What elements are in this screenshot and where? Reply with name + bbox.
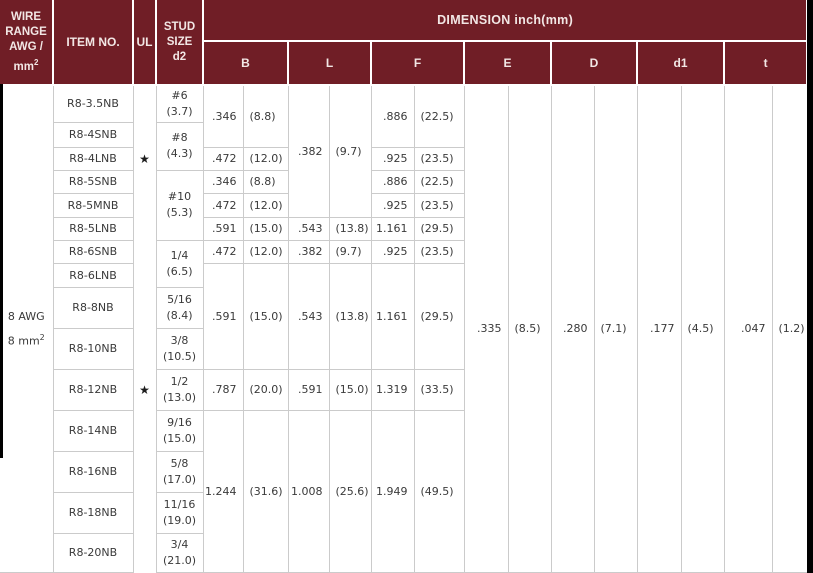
ul-cell: [133, 410, 156, 572]
b-inch-cell: .472: [203, 193, 243, 217]
b-mm-cell: (12.0): [243, 240, 288, 263]
item-cell: R8-10NB: [53, 328, 133, 369]
item-cell: R8-16NB: [53, 451, 133, 492]
header-col-e: E: [464, 41, 551, 85]
wire-range-cell: 8 AWG 8 $mm^2$: [0, 85, 53, 572]
b-mm-cell: (31.6): [243, 410, 288, 572]
table-row: [0, 85, 807, 122]
header-col-d: D: [551, 41, 637, 85]
header-stud-size-line: SIZE: [166, 35, 193, 48]
l-mm-cell: (13.8): [329, 217, 371, 240]
item-cell: R8-6SNB: [53, 240, 133, 263]
b-inch-cell: .346: [203, 170, 243, 193]
stud-size-cell: 1/2 (13.0): [156, 369, 203, 410]
b-mm-cell: (12.0): [243, 193, 288, 217]
l-inch-cell: .591: [288, 369, 329, 410]
header-dimension: DIMENSION inch(mm): [203, 0, 807, 41]
e-mm-cell: (8.5): [508, 85, 551, 572]
d-inch-cell: .280: [551, 85, 594, 572]
stud-size-cell: 3/4 (21.0): [156, 533, 203, 572]
d1-inch-cell: .177: [637, 85, 681, 572]
f-inch-cell: .886: [371, 170, 414, 193]
b-mm-cell: (20.0): [243, 369, 288, 410]
stud-size-cell: 9/16 (15.0): [156, 410, 203, 451]
b-inch-cell: .787: [203, 369, 243, 410]
f-mm-cell: (33.5): [414, 369, 464, 410]
d-mm-cell: (7.1): [594, 85, 637, 572]
b-mm-cell: (8.8): [243, 170, 288, 193]
header-wire-range-line: $mm^2$: [13, 57, 39, 73]
header-item-no: ITEM NO.: [53, 0, 133, 85]
stud-size-cell: 5/16 (8.4): [156, 287, 203, 328]
ul-star-cell: ★: [133, 147, 156, 170]
b-inch-cell: .591: [203, 263, 243, 369]
l-inch-cell: .543: [288, 263, 329, 369]
f-inch-cell: 1.161: [371, 217, 414, 240]
f-mm-cell: (22.5): [414, 85, 464, 147]
header-col-l: L: [288, 41, 371, 85]
l-inch-cell: .543: [288, 217, 329, 240]
item-cell: R8-14NB: [53, 410, 133, 451]
stud-size-cell: 5/8 (17.0): [156, 451, 203, 492]
header-stud-size-line: STUD: [163, 20, 196, 33]
item-cell: R8-12NB: [53, 369, 133, 410]
f-mm-cell: (23.5): [414, 193, 464, 217]
t-inch-cell: .047: [724, 85, 772, 572]
item-cell: R8-18NB: [53, 492, 133, 533]
header-col-t: t: [724, 41, 807, 85]
stud-size-cell: 11/16 (19.0): [156, 492, 203, 533]
header-wire-range-line: AWG /: [9, 40, 43, 53]
b-inch-cell: .472: [203, 240, 243, 263]
ul-star-cell: ★: [133, 369, 156, 410]
stud-size-cell: 3/8 (10.5): [156, 328, 203, 369]
l-mm-cell: (13.8): [329, 263, 371, 369]
l-mm-cell: (9.7): [329, 85, 371, 217]
f-mm-cell: (22.5): [414, 170, 464, 193]
table-header-row: [0, 0, 807, 41]
e-inch-cell: .335: [464, 85, 508, 572]
item-cell: R8-5MNB: [53, 193, 133, 217]
item-cell: R8-3.5NB: [53, 85, 133, 122]
b-inch-cell: .591: [203, 217, 243, 240]
header-ul: UL: [133, 0, 156, 85]
l-mm-cell: (15.0): [329, 369, 371, 410]
f-inch-cell: 1.949: [371, 410, 414, 572]
b-mm-cell: (15.0): [243, 217, 288, 240]
d1-mm-cell: (4.5): [681, 85, 724, 572]
stud-size-cell: #6 (3.7): [156, 85, 203, 122]
header-wire-range-line: WIRE: [10, 10, 42, 23]
stud-size-cell: #10 (5.3): [156, 170, 203, 240]
item-cell: R8-6LNB: [53, 263, 133, 287]
f-mm-cell: (23.5): [414, 147, 464, 170]
l-mm-cell: (9.7): [329, 240, 371, 263]
stud-size-cell: 1/4 (6.5): [156, 240, 203, 287]
header-col-b: B: [203, 41, 288, 85]
l-mm-cell: (25.6): [329, 410, 371, 572]
f-inch-cell: .925: [371, 193, 414, 217]
header-stud-size-line: d2: [172, 50, 187, 63]
b-mm-cell: (12.0): [243, 147, 288, 170]
f-mm-cell: (29.5): [414, 217, 464, 240]
f-inch-cell: .886: [371, 85, 414, 147]
stud-size-cell: #8 (4.3): [156, 122, 203, 170]
ul-cell: [133, 85, 156, 147]
ul-cell: [133, 170, 156, 369]
item-cell: R8-4LNB: [53, 147, 133, 170]
item-cell: R8-4SNB: [53, 122, 133, 147]
f-inch-cell: .925: [371, 240, 414, 263]
header-stud-size: [156, 0, 203, 85]
item-cell: R8-5SNB: [53, 170, 133, 193]
f-inch-cell: 1.319: [371, 369, 414, 410]
header-col-f: F: [371, 41, 464, 85]
b-inch-cell: 1.244: [203, 410, 243, 572]
f-mm-cell: (49.5): [414, 410, 464, 572]
item-cell: R8-8NB: [53, 287, 133, 328]
scan-edge-left: [0, 84, 3, 458]
header-wire-range-line: RANGE: [5, 25, 47, 38]
b-mm-cell: (15.0): [243, 263, 288, 369]
l-inch-cell: .382: [288, 85, 329, 217]
t-mm-cell: (1.2): [772, 85, 807, 572]
l-inch-cell: 1.008: [288, 410, 329, 572]
item-cell: R8-20NB: [53, 533, 133, 572]
item-cell: R8-5LNB: [53, 217, 133, 240]
f-mm-cell: (23.5): [414, 240, 464, 263]
f-inch-cell: 1.161: [371, 263, 414, 369]
b-mm-cell: (8.8): [243, 85, 288, 147]
b-inch-cell: .472: [203, 147, 243, 170]
f-mm-cell: (29.5): [414, 263, 464, 369]
f-inch-cell: .925: [371, 147, 414, 170]
header-col-d1: d1: [637, 41, 724, 85]
header-wire-range: [0, 0, 53, 85]
scan-edge-right: [807, 0, 813, 573]
b-inch-cell: .346: [203, 85, 243, 147]
l-inch-cell: .382: [288, 240, 329, 263]
